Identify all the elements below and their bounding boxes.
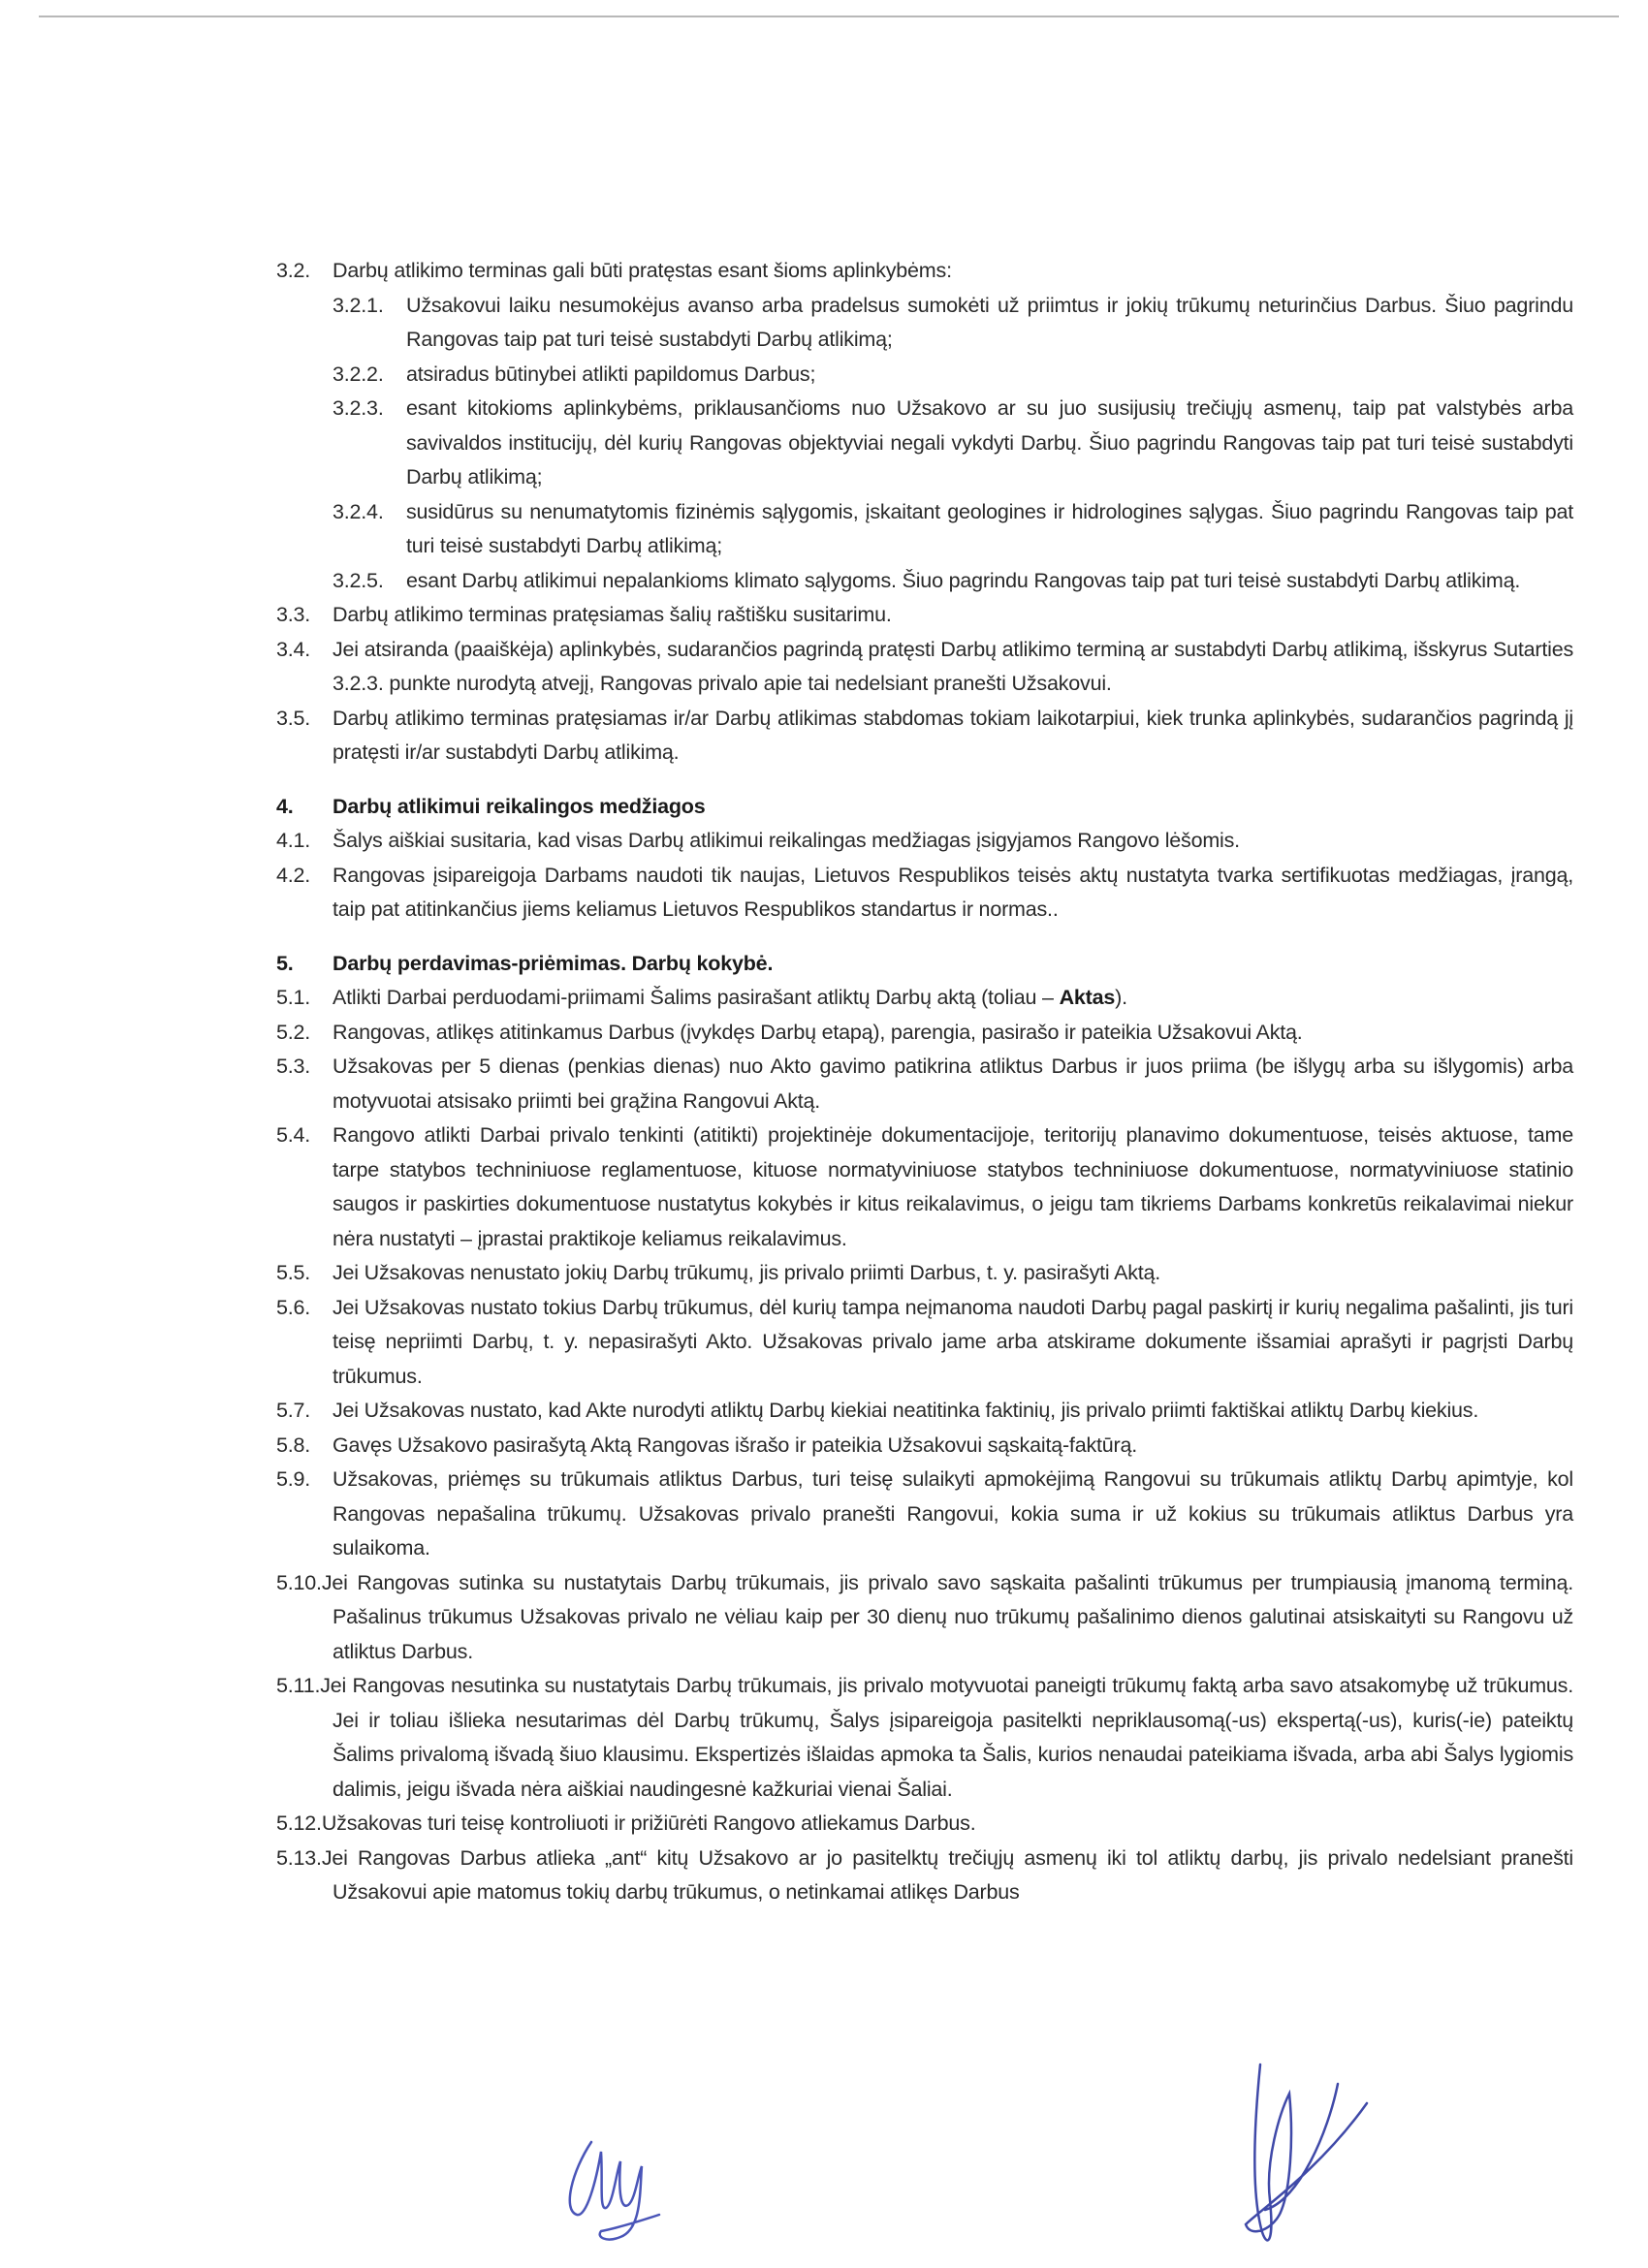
clause-number: 3.2.3. [333,396,384,420]
clause-text: Rangovo atlikti Darbai privalo tenkinti (atitikti) projektinėje dokumentacijoje, teritorijų planavimo dokumentuose, teisės aktuose, tame tarpe statybos techniniuose reglamentuose, kituose normatyviniuose statybos techniniuose dokumentuose, normatyviniuose statinio saugos ir paskirties dokumentuose nustatytus kokybės ir kitus reikalavimus, o jeigu tam tikriems Darbams konkretūs reikalavimai niekur nėra nustatyti – įprastai praktikoje keliamus reikalavimus. [333,1123,1573,1250]
clause [276,633,1573,702]
clause [276,254,1573,289]
clause-text: Užsakovui laiku nesumokėjus avanso arba pradelsus sumokėti už priimtus ir jokių trūkumų neturinčius Darbus. Šiuo pagrindu Rangovas taip pat turi teisė sustabdyti Darbų atlikimą; [406,293,1573,351]
clause-number: 3.4. [276,637,311,661]
clause-text: Rangovas, atlikęs atitinkamus Darbus (įvykdęs Darbų etapą), parengia, pasirašo ir pateikia Užsakovui Aktą. [333,1020,1303,1044]
clause [276,1807,1573,1842]
clause [276,1016,1573,1051]
clause-number: 5.10. [276,1570,322,1594]
clause [276,1256,1573,1291]
clause [276,1429,1573,1464]
clause-text: Darbų atlikimo terminas pratęsiamas ir/ar Darbų atlikimas stabdomas tokiam laikotarpiui, kiek trunka aplinkybės, sudarančios pagrindą jį pratęsti ir/ar sustabdyti Darbų atlikimą. [333,706,1573,764]
clause-text: Rangovas įsipareigoja Darbams naudoti tik naujas, Lietuvos Respublikos teisės aktų nustatyta tvarka sertifikuotas medžiagas, įrangą, taip pat atitinkančius jiems keliamus Lietuvos Respublikos standartus ir normas.. [333,863,1573,921]
signature-left [553,2123,708,2249]
clause-text: Jei Rangovas Darbus atlieka „ant“ kitų Užsakovo ar jo pasitelktų trečiųjų asmenų iki tol atliktų darbų, jis privalo nedelsiant pranešti Užsakovui apie matomus tokių darbų trūkumus, o netinkamai atlikęs Darbus [321,1845,1573,1904]
clause [276,1842,1573,1910]
clause [276,1118,1573,1256]
clause-number: 5.8. [276,1433,311,1457]
clause-number: 4.2. [276,863,311,887]
section-heading [276,947,1573,982]
clause [276,824,1573,859]
clause-number: 5.3. [276,1055,311,1078]
clause-text: esant kitokioms aplinkybėms, priklausančioms nuo Užsakovo ar su juo susijusių trečiųjų asmenų, taip pat valstybės arba savivaldos institucijų, dėl kurių Rangovas objektyviai negali vykdyti Darbų. Šiuo pagrindu Rangovas taip pat turi teisė sustabdyti Darbų atlikimą; [406,396,1573,488]
clause-number: 5.9. [276,1467,311,1491]
clause [276,598,1573,633]
clause-number: 3.2.4. [333,499,384,523]
clause-text: Jei Užsakovas nenustato jokių Darbų trūkumų, jis privalo priimti Darbus, t. y. pasirašyti Aktą. [333,1261,1161,1284]
clause-number: 5.2. [276,1020,311,1044]
clause-number: 5.13. [276,1845,322,1870]
clause-number: 5. [276,951,294,975]
clause-text: Užsakovas per 5 dienas (penkias dienas) nuo Akto gavimo patikrina atliktus Darbus ir juos priima (be išlygų arba su išlygomis) arba motyvuotai atsisako priimti bei grąžina Rangovui Aktą. [333,1055,1573,1113]
clause-text: Jei Rangovas sutinka su nustatytais Darbų trūkumais, jis privalo savo sąskaita pašalinti trūkumus per trumpiausią įmanomą terminą. Pašalinus trūkumus Užsakovas privalo ne vėliau kaip per 30 dienų nuo trūkumų pašalinimo dienos galutinai atsiskaityti su Rangovu už atliktus Darbus. [321,1570,1573,1663]
clause [276,1050,1573,1118]
clause-text: Darbų atlikimo terminas pratęsiamas šalių raštišku susitarimu. [333,603,892,626]
contract-text [276,254,1573,1910]
clause-text: Darbų perdavimas-priėmimas. Darbų kokybė. [333,951,774,975]
clause-text: Užsakovas turi teisę kontroliuoti ir prižiūrėti Rangovo atliekamus Darbus. [321,1811,976,1835]
clause [276,981,1573,1016]
clause-text: Šalys aiškiai susitaria, kad visas Darbų atlikimui reikalingas medžiagas įsigyjamos Rangovo lėšomis. [333,829,1240,852]
clause-text: susidūrus su nenumatytomis fizinėmis sąlygomis, įskaitant geologines ir hidrologines sąlygas. Šiuo pagrindu Rangovas taip pat turi teisė sustabdyti Darbų atlikimą; [406,499,1573,557]
clause [276,289,1573,358]
clause-text: atsiradus būtinybei atlikti papildomus Darbus; [406,362,816,386]
clause-number: 3.5. [276,706,311,730]
clause-number: 3.2.2. [333,362,384,386]
clause-text-end: ). [1115,986,1127,1009]
clause [276,392,1573,495]
clause-number: 4. [276,794,294,818]
clause-text: Jei Užsakovas nustato, kad Akte nurodyti atliktų Darbų kiekiai neatitinka faktinių, jis privalo priimti faktiškai atliktų Darbų kiekius. [333,1399,1479,1422]
clause-number: 5.12. [276,1811,322,1835]
clause-number: 5.6. [276,1295,311,1319]
clause-text: Atlikti Darbai perduodami-priimami Šalims pasirašant atliktų Darbų aktą (toliau – [333,986,1060,1009]
clause [276,358,1573,393]
clause-text: Darbų atlikimo terminas gali būti pratęstas esant šioms aplinkybėms: [333,259,952,282]
clause [276,495,1573,564]
section-heading [276,790,1573,825]
clause [276,1394,1573,1429]
clause-number: 5.5. [276,1261,311,1284]
clause-number: 5.7. [276,1399,311,1422]
clause-number: 3.2. [276,259,311,282]
clause [276,1463,1573,1566]
clause-number: 3.2.5. [333,568,384,592]
clause-text: Jei atsiranda (paaiškėja) aplinkybės, sudarančios pagrindą pratęsti Darbų atlikimo terminą ar sustabdyti Darbų atlikimą, išskyrus Sutarties 3.2.3. punkte nurodytą atvejį, Rangovas privalo apie tai nedelsiant pranešti Užsakovui. [333,637,1573,695]
clause [276,1566,1573,1670]
signature-right [1221,2055,1415,2268]
clause-text: esant Darbų atlikimui nepalankioms klimato sąlygoms. Šiuo pagrindu Rangovas taip pat turi teisė sustabdyti Darbų atlikimą. [406,568,1521,592]
clause-text: Jei Užsakovas nustato tokius Darbų trūkumus, dėl kurių tampa neįmanoma naudoti Darbų pagal paskirtį ir kurių negalima pašalinti, jis turi teisę nepriimti Darbų, t. y. nepasirašyti Akto. Užsakovas privalo jame arba atskirame dokumente išsamiai aprašyti ir pagrįsti Darbų trūkumus. [333,1295,1573,1388]
clause-number: 3.2.1. [333,293,384,317]
clause [276,1291,1573,1395]
clause-number: 5.11. [276,1674,321,1697]
page-top-rule [39,16,1619,17]
clause-number: 5.1. [276,986,311,1009]
defined-term: Aktas [1059,986,1116,1009]
clause [276,859,1573,928]
clause-number: 4.1. [276,829,311,852]
clause-text: Darbų atlikimui reikalingos medžiagos [333,794,706,818]
clause-number: 3.3. [276,603,311,626]
clause-text: Užsakovas, priėmęs su trūkumais atliktus Darbus, turi teisę sulaikyti apmokėjimą Rangovui su trūkumais atliktų Darbų apimtyje, kol Rangovas nepašalina trūkumų. Užsakovas privalo pranešti Rangovui, kokia suma ir už kokius su trūkumais atliktus Darbus yra sulaikoma. [333,1467,1573,1559]
clause [276,702,1573,771]
clause-text: Jei Rangovas nesutinka su nustatytais Darbų trūkumais, jis privalo motyvuotai paneigti trūkumų faktą arba savo atsakomybę už trūkumus. Jei ir toliau išlieka nesutarimas dėl Darbų trūkumų, Šalys įsipareigoja pasitelkti nepriklausomą(-us) ekspertą(-us), kuris(-ie) pateiktų Šalims privalomą išvadą šiuo klausimu. Ekspertizės išlaidas apmoka ta Šalis, kurios nenaudai pateikiama išvada, arba abi Šalys lygiomis dalimis, jeigu išvada nėra aiškiai naudingesnė kažkuriai vienai Šaliai. [320,1674,1573,1801]
clause-number: 5.4. [276,1123,311,1147]
clause-text: Gavęs Užsakovo pasirašytą Aktą Rangovas išrašo ir pateikia Užsakovui sąskaitą-faktūrą. [333,1433,1138,1457]
clause [276,1669,1573,1807]
clause [276,564,1573,599]
